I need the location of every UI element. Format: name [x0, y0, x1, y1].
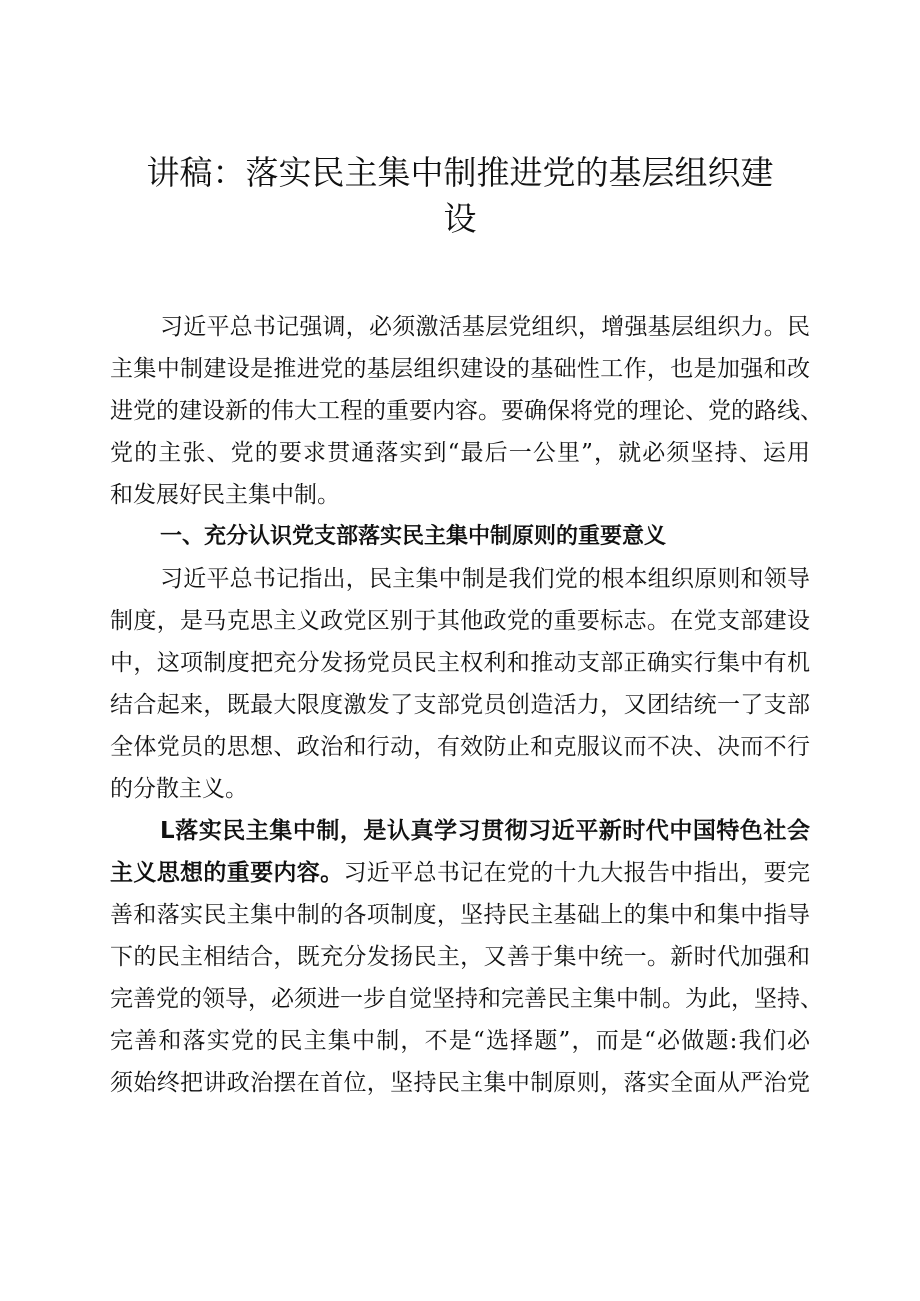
title-line-2: 设 — [443, 199, 477, 238]
paragraph-line: 和发展好民主集中制。 — [110, 482, 340, 508]
paragraph-line: 须始终把讲政治摆在首位，坚持民主集中制原则，落实全面从严治党 — [110, 1070, 810, 1096]
paragraph-line: 结合起来，既最大限度激发了支部党员创造活力，又团结统一了支部 — [110, 692, 810, 718]
bold-lead-line: L落实民主集中制，是认真学习贯彻习近平新时代中国特色社会 — [160, 818, 810, 844]
paragraph-line: 进党的建设新的伟大工程的重要内容。要确保将党的理论、党的路线、 — [110, 398, 823, 424]
paragraph-line: 下的民主相结合，既充分发扬民主，又善于集中统一。新时代加强和 — [110, 944, 810, 970]
paragraph-line — [110, 852, 810, 894]
paragraph-intro — [110, 306, 823, 516]
paragraph-point-1 — [110, 810, 823, 1104]
paragraph-line: 完善和落实党的民主集中制，不是“选择题”，而是“必做题:我们必 — [110, 1028, 810, 1054]
paragraph-line: 制度，是马克思主义政党区别于其他政党的重要标志。在党支部建设 — [110, 608, 810, 634]
paragraph-line: 中，这项制度把充分发扬党员民主权利和推动支部正确实行集中有机 — [110, 650, 810, 676]
paragraph-line: 全体党员的思想、政治和行动，有效防止和克服议而不决、决而不行 — [110, 734, 810, 760]
document-title — [110, 150, 810, 242]
paragraph-significance — [110, 558, 810, 810]
title-line-1: 讲稿：落实民主集中制推进党的基层组织建 — [146, 153, 774, 192]
section-heading: 一、充分认识党支部落实民主集中制原则的重要意义 — [160, 524, 667, 549]
paragraph-line: 党的主张、党的要求贯通落实到“最后一公里”，就必须坚持、运用 — [110, 440, 810, 466]
paragraph-text: 习近平总书记在党的十九大报告中指出，要完 — [343, 860, 811, 886]
paragraph-line: 习近平总书记强调，必须激活基层党组织，增强基层组织力。民 — [160, 314, 810, 340]
paragraph-line: 习近平总书记指出，民主集中制是我们党的根本组织原则和领导 — [160, 566, 810, 592]
paragraph-line: 主集中制建设是推进党的基层组织建设的基础性工作，也是加强和改 — [110, 356, 810, 382]
document-body — [110, 306, 823, 1104]
paragraph-line: 的分散主义。 — [110, 776, 248, 802]
paragraph-line: 完善党的领导，必须进一步自觉坚持和完善民主集中制。为此，坚持、 — [110, 986, 823, 1012]
bold-lead-text: 主义思想的重要内容。 — [110, 860, 344, 886]
paragraph-line: 善和落实民主集中制的各项制度，坚持民主基础上的集中和集中指导 — [110, 902, 810, 928]
